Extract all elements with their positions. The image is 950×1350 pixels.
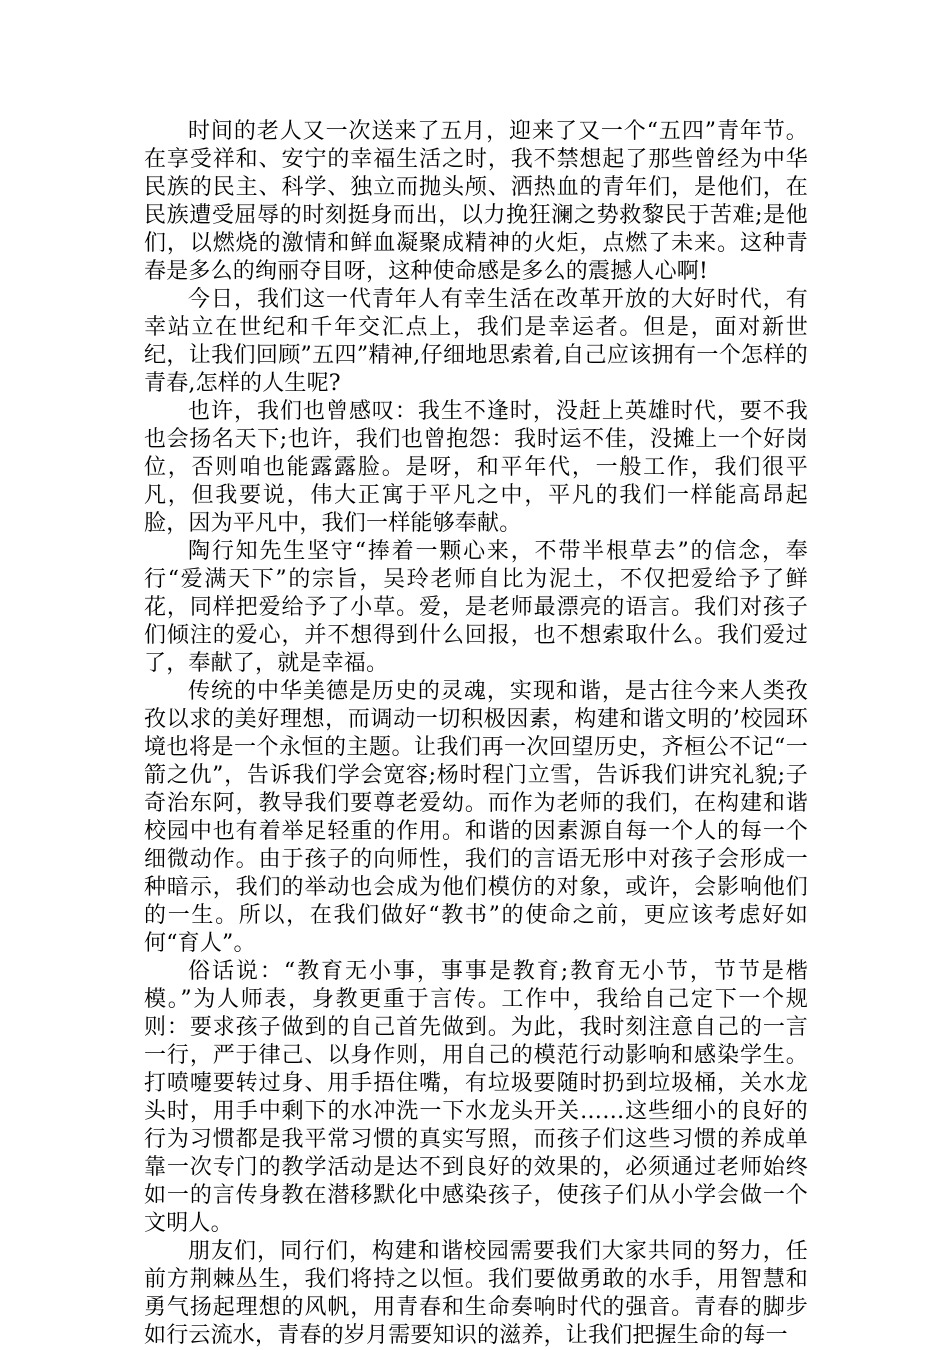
paragraph-1: 时间的老人又一次送来了五月，迎来了又一个“五四”青年节。在享受祥和、安宁的幸福生活之时，我不禁想起了那些曾经为中华民族的民主、科学、独立而抛头颅、洒热血的青年们，是他们，在民族遭受屈辱的时刻挺身而出，以力挽狂澜之势救黎民于苦难;是他们，以燃烧的激情和鲜血凝聚成精神的火炬，点燃了未来。这种青春是多么的绚丽夺目呀，这种使命感是多么的震撼人心啊! [144,119,808,284]
paragraph-2: 今日，我们这一代青年人有幸生活在改革开放的大好时代，有幸站立在世纪和千年交汇点上，我们是幸运者。但是，面对新世纪，让我们回顾”五四”精神,仔细地思索着,自己应该拥有一个怎样的青春,怎样的人生呢? [144,287,808,396]
paragraph-5: 传统的中华美德是历史的灵魂，实现和谐，是古往今来人类孜孜以求的美好理想，而调动一切积极因素，构建和谐文明的’校园环境也将是一个永恒的主题。让我们再一次回望历史，齐桓公不记“一箭之仇”，告诉我们学会宽容;杨时程门立雪，告诉我们讲究礼貌;子奇治东阿，教导我们要尊老爱幼。而作为老师的我们，在构建和谐校园中也有着举足轻重的作用。和谐的因素源自每一个人的每一个细微动作。由于孩子的向师性，我们的言语无形中对孩子会形成一种暗示，我们的举动也会成为他们模仿的对象，或许，会影响他们的一生。所以，在我们做好“教书”的使命之前，更应该考虑好如何“育人”。 [144,679,808,956]
article-body [144,118,808,1350]
paragraph-4: 陶行知先生坚守“捧着一颗心来，不带半根草去”的信念，奉行“爱满天下”的宗旨，吴玲老师自比为泥土，不仅把爱给予了鲜花，同样把爱给予了小草。爱，是老师最漂亮的语言。我们对孩子们倾注的爱心，并不想得到什么回报，也不想索取什么。我们爱过了，奉献了，就是幸福。 [144,539,808,676]
paragraph-7: 朋友们，同行们，构建和谐校园需要我们大家共同的努力，任前方荆棘丛生，我们将持之以恒。我们要做勇敢的水手，用智慧和勇气扬起理想的风帆，用青春和生命奏响时代的强音。青春的脚步如行云流水，青春的岁月需要知识的滋养，让我们把握生命的每一 [144,1239,808,1348]
paragraph-3: 也许，我们也曾感叹：我生不逢时，没赶上英雄时代，要不我也会扬名天下;也许，我们也曾抱怨：我时运不佳，没摊上一个好岗位，否则咱也能露露脸。是呀，和平年代，一般工作，我们很平凡，但我要说，伟大正寓于平凡之中，平凡的我们一样能高昂起脸，因为平凡中，我们一样能够奉献。 [144,399,808,536]
paragraph-6: 俗话说：“教育无小事，事事是教育;教育无小节，节节是楷模。”为人师表，身教更重于言传。工作中，我给自己定下一个规则：要求孩子做到的自己首先做到。为此，我时刻注意自己的一言一行，严于律己、以身作则，用自己的模范行动影响和感染学生。打喷嚏要转过身、用手捂住嘴，有垃圾要随时扔到垃圾桶，关水龙头时，用手中剩下的水冲洗一下水龙头开关……这些细小的良好的行为习惯都是我平常习惯的真实写照，而孩子们这些习惯的养成单靠一次专门的教学活动是达不到良好的效果的，必须通过老师始终如一的言传身教在潜移默化中感染孩子，使孩子们从小学会做一个文明人。 [144,959,808,1236]
